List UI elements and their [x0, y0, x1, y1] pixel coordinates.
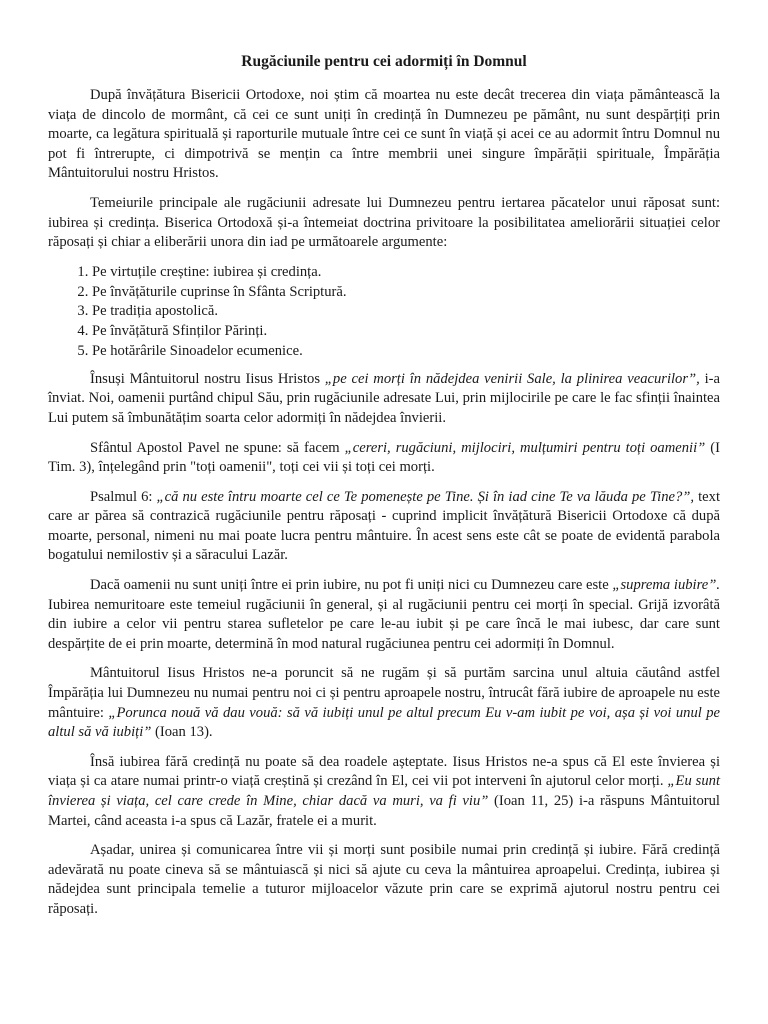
- quote-text: „cereri, rugăciuni, mijlociri, mulțumiri pentru toți oamenii”: [344, 439, 706, 456]
- body-paragraphs: [48, 370, 720, 920]
- document-title: Rugăciunile pentru cei adormiți în Domnul: [241, 53, 527, 70]
- paragraph-text: După învățătura Bisericii Ortodoxe, noi știm că moartea nu este decât trecerea din viața pământească la viața de dincolo de mormânt, că cei ce sunt uniți în credință în Dumnezeu pe pământ, nu sunt despărțiți prin moarte, ca legătura spirituală și raporturile mutuale între cei ce sunt în viață și acei ce au adormit întru Domnul nu pot fi întrerupte, ci dimpotrivă se mențin ca între membrii unei singure împărății spirituale, Împărăția Mântuitorului nostru Hristos.: [48, 87, 720, 182]
- paragraph-text: Temeiurile principale ale rugăciunii adresate lui Dumnezeu pentru iertarea păcatelor unui răposat sunt: iubirea și credința. Biserica Ortodoxă și-a întemeiat doctrina privitoare la posibilitatea ameliorării situației celor răposați și chiar a eliberării unora din iad pe următoarele argumente:: [48, 194, 720, 251]
- paragraph-text: i-a înviat. Noi, oamenii purtând chipul Său, prin rugăciunile adresate Lui, prin mijlocirile pe care le fac sfinții înaintea Lui putem să îmbunătățim soarta celor adormiți în nădejdea învierii.: [48, 370, 721, 426]
- quote-text: „suprema iubire”.: [612, 577, 720, 594]
- paragraph-text: (Ioan 13).: [151, 724, 213, 741]
- paragraph-text: (I Tim. 3), înțelegând prin "toți oamenii", toți cei vii și toți cei morți.: [48, 439, 720, 476]
- paragraph-text: Mântuitorul Iisus Hristos ne-a poruncit să ne rugăm și să purtăm sarcina unul altuia căutând astfel Împărăția lui Dumnezeu nu numai pentru noi ci și pentru aproapele nostru, întrucât fără iubire de aproapele nu este mântuire:: [48, 665, 720, 721]
- quote-text: „pe cei morți în nădejdea venirii Sale, la plinirea veacurilor”,: [324, 370, 700, 387]
- list-item: 4. Pe învățătură Sfinților Părinți.: [92, 322, 720, 342]
- quote-text: „Porunca nouă vă dau vouă: să vă iubiți unul pe altul precum Eu v-am iubit pe voi, așa și voi unul pe altul să vă iubiți”: [48, 704, 720, 741]
- list-item: 2. Pe învățăturile cuprinse în Sfânta Scriptură.: [92, 283, 720, 303]
- paragraph-text: Psalmul 6:: [90, 488, 157, 505]
- list-item: 5. Pe hotărârile Sinoadelor ecumenice.: [92, 342, 720, 362]
- paragraph: [48, 576, 720, 654]
- paragraph-text: Iubirea nemuritoare este temeiul rugăciunii în general, și al rugăciunii pentru cei morți în special. Grijă izvorâtă din iubire a celor vii pentru starea sufletelor pe care le-au iubit și pe care încă le mai iubesc, dar care sunt despărțite de ei prin moarte, determină în mod natural rugăciunea pentru cei adormiți în Domnul.: [48, 596, 720, 652]
- paragraph: [48, 86, 720, 184]
- paragraph: [48, 194, 720, 253]
- paragraph: [48, 753, 720, 831]
- arguments-list: [48, 263, 720, 362]
- paragraph-text: Așadar, unirea și comunicarea între vii și morți sunt posibile numai prin credință și iubire. Fără credință adevărată nu poate cineva să se mântuiască și nici să ajute cu ceva la mântuirea aproapelui. Credința, iubirea și nădejdea sunt principala temelie a tuturor mijloacelor văzute prin care se exprimă ajutorul nostru pentru cei răposați.: [48, 842, 720, 917]
- paragraph-text: Sfântul Apostol Pavel ne spune: să facem: [90, 439, 345, 456]
- paragraph-text: (Ioan 11, 25) i-a răspuns Mântuitorul Martei, când aceasta i-a spus că Lazăr, fratele ei a murit.: [48, 793, 720, 829]
- list-item: 1. Pe virtuțile creștine: iubirea și credința.: [92, 263, 720, 283]
- paragraph: [48, 488, 720, 566]
- quote-text: „Eu sunt învierea și viața, cel care crede în Mine, chiar dacă va muri, va fi viu”: [48, 773, 720, 810]
- paragraph-text: text care ar părea să contrazică rugăciunile pentru răposați - cuprind implicit învățătură Bisericii Ortodoxe că după moarte, personal, nimeni nu mai poate lucra pentru mântuire. În acest sens este cât se poate de evidentă parabola bogatului nemilostiv și a săracului Lazăr.: [48, 488, 721, 564]
- paragraph: [48, 841, 720, 919]
- quote-text: „că nu este întru moarte cel ce Te pomenește pe Tine. Și în iad cine Te va lăuda pe Tine?”,: [156, 488, 695, 505]
- paragraph: [48, 664, 720, 742]
- intro-paragraphs: [48, 86, 720, 253]
- paragraph: [48, 370, 720, 429]
- paragraph: [48, 439, 720, 478]
- document-page: [48, 52, 720, 930]
- paragraph-text: Dacă oamenii nu sunt uniți între ei prin iubire, nu pot fi uniți nici cu Dumnezeu care este: [90, 577, 613, 594]
- paragraph-text: Însuși Mântuitorul nostru Iisus Hristos: [90, 370, 325, 387]
- list-item: 3. Pe tradiția apostolică.: [92, 302, 720, 322]
- paragraph-text: Însă iubirea fără credință nu poate să dea roadele așteptate. Iisus Hristos ne-a spus că El este învierea și viața și ca atare numai printr-o viață creștină și crezând în El, cei vii pot interveni în ajutorul celor morți.: [48, 753, 720, 790]
